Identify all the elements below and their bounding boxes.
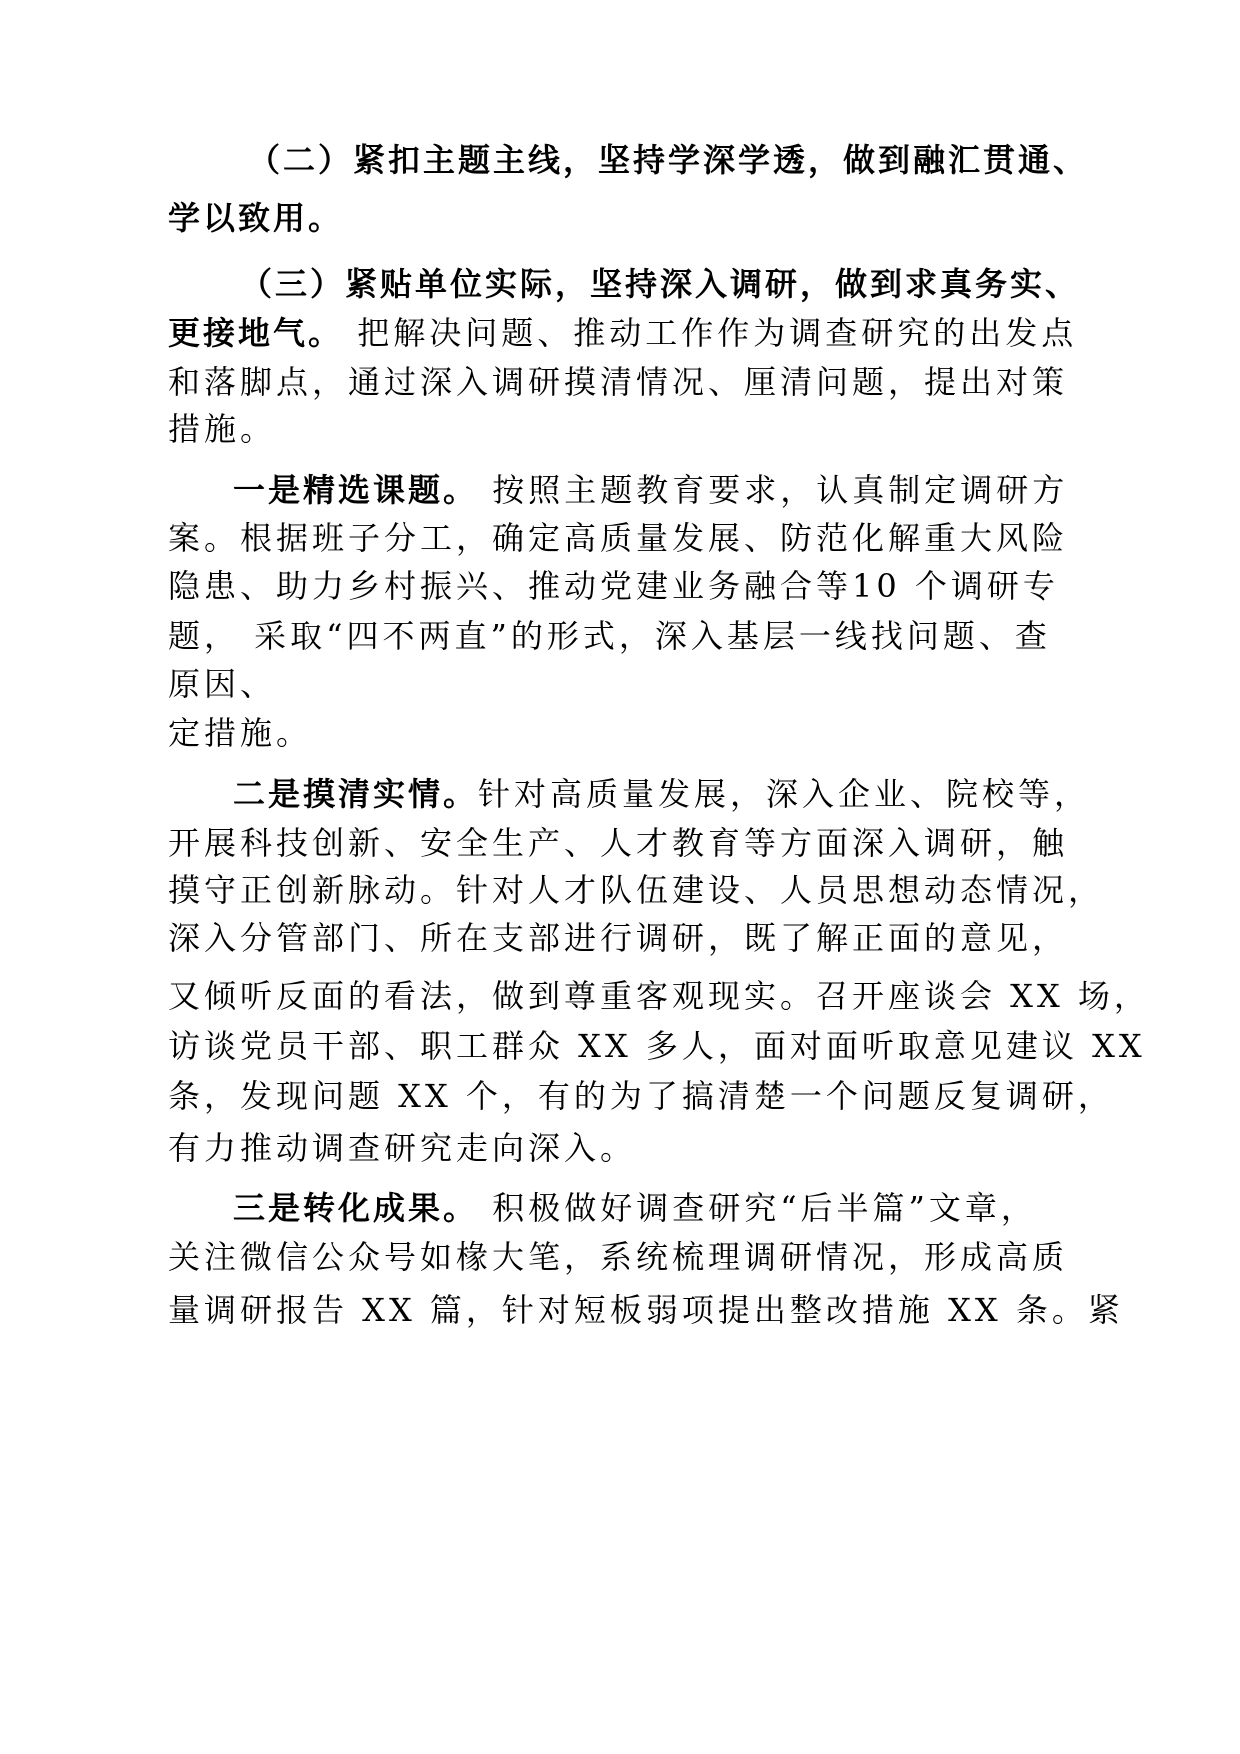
body-text: 量调研报告 XX 篇，针对短板弱项提出整改措施 XX 条。紧 [168,1291,1124,1329]
body-text: 定措施。 [168,714,313,752]
body-text: 针对高质量发展，深入企业、院校等， [478,775,1091,813]
paragraph-line [168,1290,1124,1330]
body-text: 积极做好调查研究“后半篇”文章， [478,1189,1037,1227]
paragraph-line [168,1237,1068,1277]
paragraph-line [168,1076,1114,1116]
heading-2-line-1 [248,140,1088,180]
body-text: 把解决问题、推动工作作为调查研究的出发点 [343,314,1078,352]
heading-3-line-2 [168,313,1077,353]
bold-text: 二是摸清实情。 [233,775,479,813]
paragraph-line [168,362,1068,402]
body-text: 措施。 [168,410,277,448]
paragraph-line [168,664,276,704]
bold-text: 更接地气。 [168,314,344,352]
heading-2-line-2 [168,198,343,238]
body-text: 隐患、助力乡村振兴、推动党建业务融合等10 个调研专 [168,567,1059,605]
paragraph-line [168,518,1068,558]
body-text: 和落脚点，通过深入调研摸清情况、厘清问题，提出对策 [168,363,1069,401]
paragraph-line [168,870,1104,910]
paragraph-line [168,409,276,449]
body-text: 访谈党员干部、职工群众 XX 多人，面对面听取意见建议 XX [168,1027,1146,1065]
body-text: 开展科技创新、安全生产、人才教育等方面深入调研，触 [168,824,1069,862]
body-text: 有力推动调查研究走向深入。 [168,1129,637,1167]
bold-text: （三）紧贴单位实际，坚持深入调研，做到求真务实、 [240,265,1081,303]
body-text: 按照主题教育要求，认真制定调研方 [478,471,1069,509]
paragraph-line [168,1128,636,1168]
paragraph-line [168,918,1068,958]
paragraph-line [168,1026,1146,1066]
body-text: 条，发现问题 XX 个，有的为了搞清楚一个问题反复调研， [168,1077,1114,1115]
item-3-line-1 [233,1188,1037,1228]
paragraph-line [168,976,1150,1016]
body-text: 深入分管部门、所在支部进行调研，既了解正面的意见， [168,919,1069,957]
paragraph-line [168,616,1051,656]
item-1-line-1 [233,470,1068,510]
paragraph-line [168,566,1059,606]
heading-3-line-1 [240,264,1080,304]
item-2-line-1 [233,774,1090,814]
body-text: 关注微信公众号如椽大笔，系统梳理调研情况，形成高质 [168,1238,1069,1276]
body-text: 又倾听反面的看法，做到尊重客观现实。召开座谈会 XX 场， [168,977,1150,1015]
body-text: 摸守正创新脉动。针对人才队伍建设、人员思想动态情况， [168,871,1105,909]
body-text: 题， 采取“四不两直”的形式，深入基层一线找问题、查 [168,617,1051,655]
paragraph-line [168,823,1068,863]
paragraph-line [168,713,312,753]
bold-text: 学以致用。 [168,199,344,237]
bold-text: 三是转化成果。 [233,1189,479,1227]
body-text: 原因、 [168,665,277,703]
body-text: 案。根据班子分工，确定高质量发展、防范化解重大风险 [168,519,1069,557]
bold-text: （二）紧扣主题主线，坚持学深学透，做到融汇贯通、 [248,141,1089,179]
bold-text: 一是精选课题。 [233,471,479,509]
